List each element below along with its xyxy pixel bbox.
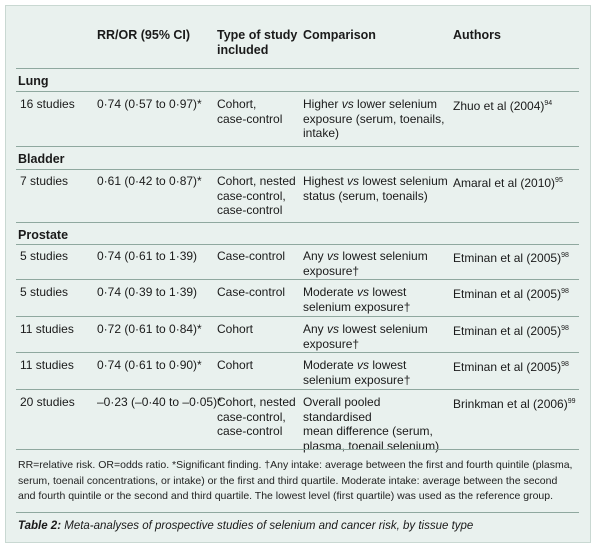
header-comparison: Comparison [303,28,376,42]
section-label-lung: Lung [18,74,49,88]
caption-text: Meta-analyses of prospective studies of selenium and cancer risk, by tissue type [64,520,474,532]
cell-author: Amaral et al $(2010)^{95}$ [453,176,563,190]
header-rule [16,68,579,69]
cell-estimate: –0·23 (–0·40 to –0·05)* [97,395,222,409]
cell-studies: 11 studies [20,358,74,372]
table-panel [5,5,591,543]
cell-comparison: Any vs lowest selenium exposure† [303,322,428,351]
row-rule [16,222,579,223]
section-label-prostate: Prostate [18,228,69,242]
section-label-bladder: Bladder [18,152,65,166]
cell-estimate: 0·61 (0·42 to 0·87)* [97,174,202,188]
cell-comparison: Any vs lowest selenium exposure† [303,249,428,278]
cell-estimate: 0·72 (0·61 to 0·84)* [97,322,202,336]
footnote-line: serum, toenail concentrations, or intake) or the first and third quartile. Moderate intake: average between the second [18,474,558,487]
header-authors: Authors [453,28,501,42]
footnote-line: RR=relative risk. OR=odds ratio. *Significant finding. †Any intake: average between the first and fourth quintile (plasma, [18,459,573,471]
cell-author: Etminan et al $(2005)^{98}$ [453,360,569,374]
cell-author: Etminan et al $(2005)^{98}$ [453,324,569,338]
cell-study-type: Cohort, nested case-control, case-control [217,395,296,438]
caption-rule [16,512,579,513]
row-rule [16,389,579,390]
cell-study-type: Cohort [217,322,254,336]
section-rule [16,244,579,245]
cell-author: Zhuo et al $(2004)^{94}$ [453,99,553,113]
header-study-type-line1: Type of study [217,28,298,42]
cell-study-type: Case-control [217,249,286,263]
cell-studies: 20 studies [20,395,75,409]
cell-studies: 5 studies [20,285,69,299]
table-bottom-rule [16,449,579,450]
cell-estimate: 0·74 (0·61 to 1·39) [97,249,198,263]
row-rule [16,316,579,317]
cell-studies: 11 studies [20,322,74,336]
header-study-type [217,28,297,58]
header-rr-or: RR/OR (95% CI) [97,28,191,42]
footnote [18,458,583,505]
section-rule [16,169,579,170]
cell-study-type: Cohort, case-control [217,97,283,126]
table-caption [18,520,583,532]
caption-label: Table 2: [18,520,62,532]
footnote-line: and fourth quintile or the second and third quartile. The lowest level (first quartile) was used as the reference group. [18,490,554,502]
row-rule [16,146,579,147]
cell-author: Brinkman et al $(2006)^{99}$ [453,397,576,411]
cell-studies: 5 studies [20,249,69,263]
section-rule [16,91,579,92]
row-rule [16,352,579,353]
cell-study-type: Cohort [217,358,254,372]
cell-comparison: Highest vs lowest selenium status (serum, toenails) [303,174,448,203]
cell-comparison: Moderate vs lowest selenium exposure† [303,285,411,314]
cell-comparison: Overall pooled standardised mean difference (serum, plasma, toenail selenium) [303,395,440,453]
cell-author: Etminan et al $(2005)^{98}$ [453,251,569,265]
cell-comparison: Higher vs lower selenium exposure (serum, toenails, intake) [303,97,445,140]
cell-study-type: Case-control [217,285,286,299]
header-study-type-line2: included [217,43,269,57]
table-header [6,6,590,68]
cell-author: Etminan et al $(2005)^{98}$ [453,287,569,301]
cell-estimate: 0·74 (0·61 to 0·90)* [97,358,202,372]
row-rule [16,279,579,280]
cell-studies: 16 studies [20,97,75,111]
cell-study-type: Cohort, nested case-control, case-control [217,174,296,217]
cell-comparison: Moderate vs lowest selenium exposure† [303,358,411,387]
cell-estimate: 0·74 (0·57 to 0·97)* [97,97,202,111]
cell-estimate: 0·74 (0·39 to 1·39) [97,285,198,299]
cell-studies: 7 studies [20,174,69,188]
